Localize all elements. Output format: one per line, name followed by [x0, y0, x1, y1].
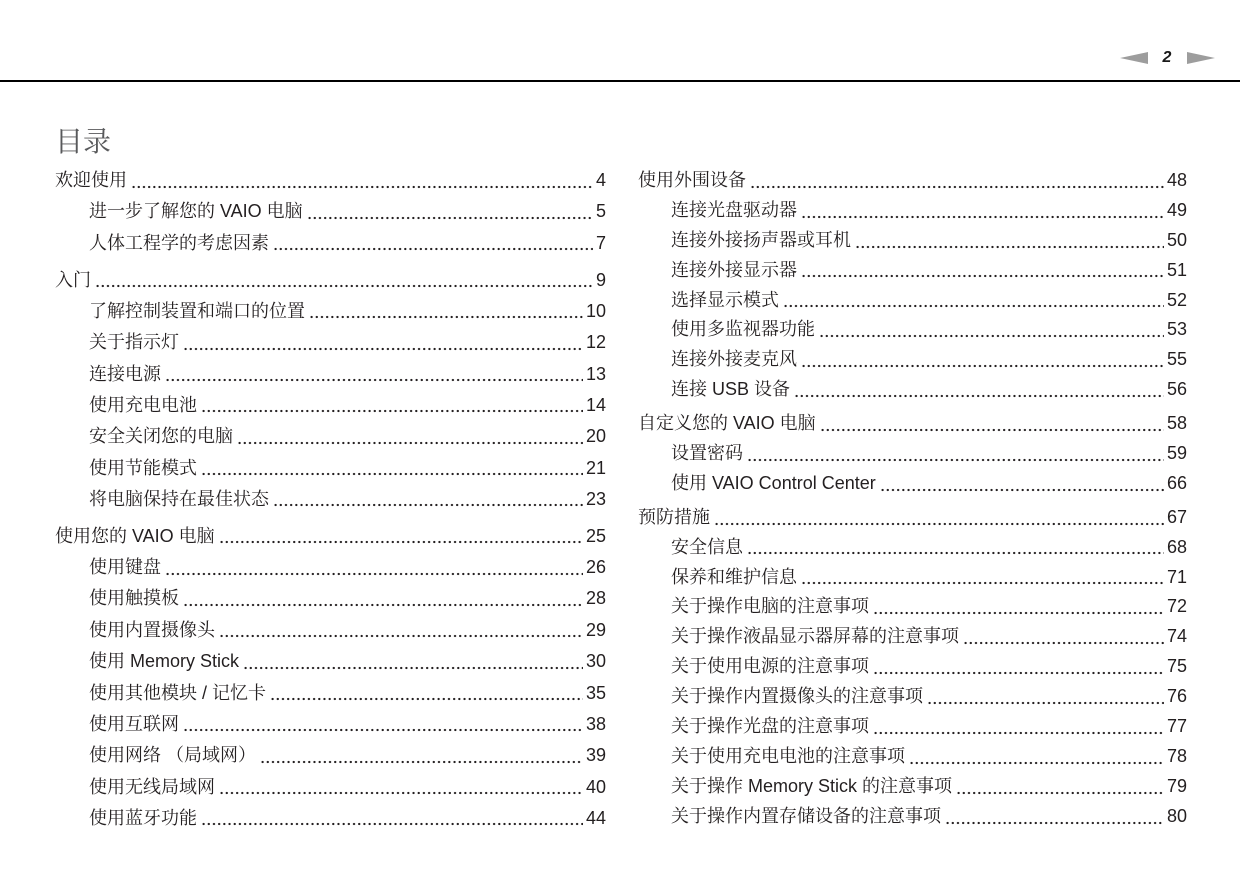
- toc-entry[interactable]: [638, 256, 1187, 286]
- toc-entry-page: 44: [585, 807, 606, 828]
- toc-section[interactable]: [638, 503, 1187, 533]
- next-page-button[interactable]: [1187, 52, 1215, 64]
- toc-entry-page: 14: [585, 394, 606, 415]
- toc-entry-title: 连接光盘驱动器: [671, 199, 797, 220]
- toc-right-column: [638, 166, 1187, 832]
- toc-entry-title: 连接外接扬声器或耳机: [671, 229, 851, 250]
- toc-entry-title: 连接外接显示器: [671, 259, 797, 280]
- dot-leader: [201, 453, 583, 484]
- toc-entry-page: 75: [1166, 656, 1187, 677]
- dot-leader: [309, 296, 583, 327]
- toc-entry[interactable]: [55, 552, 606, 583]
- toc-entry-page: 40: [585, 776, 606, 797]
- dot-leader: [270, 678, 583, 709]
- toc-entry-page: 68: [1166, 536, 1187, 557]
- toc-entry[interactable]: [55, 390, 606, 421]
- dot-leader: [747, 439, 1164, 469]
- toc-entry-page: 38: [585, 713, 606, 734]
- dot-leader: [237, 421, 583, 452]
- prev-page-button[interactable]: [1120, 52, 1148, 64]
- toc-entry-page: 48: [1166, 170, 1187, 190]
- toc-entry-title: 使用其他模块 / 记忆卡: [89, 682, 267, 703]
- toc-entry[interactable]: [55, 740, 606, 771]
- toc-entry[interactable]: [638, 712, 1187, 742]
- toc-entry-title: 保养和维护信息: [671, 566, 797, 587]
- dot-leader: [201, 390, 583, 421]
- toc-entry[interactable]: [55, 327, 606, 358]
- toc-entry[interactable]: [55, 772, 606, 803]
- dot-leader: [855, 226, 1164, 256]
- toc-entry[interactable]: [55, 421, 606, 452]
- dot-leader: [945, 802, 1164, 832]
- toc-entry-page: 10: [585, 300, 606, 321]
- toc-entry[interactable]: [55, 803, 606, 834]
- toc-entry-page: 35: [585, 682, 606, 703]
- toc-entry-title: 关于使用充电电池的注意事项: [671, 745, 905, 766]
- toc-entry-page: 55: [1166, 349, 1187, 370]
- toc-entry-page: 26: [585, 557, 606, 578]
- dot-leader: [165, 359, 583, 390]
- toc-entry[interactable]: [638, 742, 1187, 772]
- toc-entry[interactable]: [638, 375, 1187, 405]
- dot-leader: [801, 256, 1164, 286]
- toc-entry-title: 关于操作内置摄像头的注意事项: [671, 686, 923, 707]
- toc-entry[interactable]: [638, 226, 1187, 256]
- toc-entry[interactable]: [638, 592, 1187, 622]
- toc-entry[interactable]: [638, 469, 1187, 499]
- toc-entry[interactable]: [55, 359, 606, 390]
- toc-entry-page: 51: [1166, 259, 1187, 280]
- toc-entry[interactable]: [55, 678, 606, 709]
- toc-entry-title: 自定义您的 VAIO 电脑: [638, 413, 816, 434]
- toc-entry-page: 25: [585, 525, 606, 546]
- toc-entry[interactable]: [638, 533, 1187, 563]
- toc-entry-page: 30: [585, 651, 606, 672]
- dot-leader: [873, 652, 1164, 682]
- toc-entry-title: 使用内置摄像头: [89, 619, 215, 640]
- toc-entry-title: 使用网络 （局域网）: [89, 745, 257, 766]
- toc-section[interactable]: [55, 521, 606, 552]
- toc-entry[interactable]: [55, 709, 606, 740]
- toc-entry-title: 使用键盘: [89, 557, 161, 578]
- toc-entry[interactable]: [55, 583, 606, 614]
- dot-leader: [873, 592, 1164, 622]
- toc-entry[interactable]: [638, 345, 1187, 375]
- page-number: 2: [1162, 49, 1172, 66]
- toc-entry-title: 选择显示模式: [671, 289, 779, 310]
- toc-left-column: [55, 165, 606, 834]
- toc-section[interactable]: [55, 265, 606, 296]
- dot-leader: [95, 265, 593, 296]
- toc-entry-page: 80: [1166, 805, 1187, 826]
- toc-entry[interactable]: [55, 296, 606, 327]
- dot-leader: [783, 286, 1164, 316]
- toc-entry-page: 23: [585, 488, 606, 509]
- toc-entry-page: 66: [1166, 472, 1187, 493]
- dot-leader: [794, 375, 1164, 405]
- toc-entry-title: 进一步了解您的 VAIO 电脑: [89, 201, 303, 222]
- dot-leader: [801, 563, 1164, 593]
- toc-entry-title: 设置密码: [671, 443, 743, 464]
- dot-leader: [219, 615, 583, 646]
- toc-entry-title: 连接外接麦克风: [671, 349, 797, 370]
- toc-entry-page: 72: [1166, 596, 1187, 617]
- toc-section[interactable]: [638, 166, 1187, 196]
- dot-leader: [801, 345, 1164, 375]
- toc-entry-title: 关于操作电脑的注意事项: [671, 596, 869, 617]
- toc-entry-title: 使用充电电池: [89, 394, 197, 415]
- toc-entry-page: 50: [1166, 229, 1187, 250]
- toc-entry-page: 28: [585, 588, 606, 609]
- toc-entry-page: 53: [1166, 319, 1187, 340]
- toc-entry-page: 76: [1166, 686, 1187, 707]
- toc-entry-title: 安全关闭您的电脑: [89, 426, 233, 447]
- dot-leader: [927, 682, 1164, 712]
- dot-leader: [956, 772, 1164, 802]
- toc-entry-page: 77: [1166, 716, 1187, 737]
- dot-leader: [273, 228, 593, 259]
- toc-entry-page: 74: [1166, 626, 1187, 647]
- toc-section[interactable]: [638, 409, 1187, 439]
- toc-entry-page: 13: [585, 363, 606, 384]
- toc-entry-page: 79: [1166, 775, 1187, 796]
- toc-entry-title: 使用 VAIO Control Center: [671, 472, 876, 493]
- toc-entry-title: 使用触摸板: [89, 588, 179, 609]
- toc-entry-page: 29: [585, 619, 606, 640]
- toc-entry-title: 了解控制装置和端口的位置: [89, 300, 305, 321]
- dot-leader: [909, 742, 1164, 772]
- toc-entry-page: 12: [585, 332, 606, 353]
- toc-entry-page: 20: [585, 426, 606, 447]
- toc-entry-title: 使用蓝牙功能: [89, 807, 197, 828]
- toc-entry[interactable]: [638, 286, 1187, 316]
- toc-entry[interactable]: [55, 615, 606, 646]
- toc-entry-title: 使用无线局域网: [89, 776, 215, 797]
- toc-entry-title: 关于操作内置存储设备的注意事项: [671, 805, 941, 826]
- dot-leader: [273, 484, 583, 515]
- toc-entry-title: 人体工程学的考虑因素: [89, 232, 269, 253]
- dot-leader: [963, 622, 1164, 652]
- toc-entry-title: 关于使用电源的注意事项: [671, 656, 869, 677]
- toc-entry-title: 欢迎使用: [55, 170, 127, 190]
- triangle-right-icon: [1187, 52, 1215, 64]
- toc-entry[interactable]: [55, 646, 606, 677]
- toc-entry-title: 关于操作光盘的注意事项: [671, 716, 869, 737]
- dot-leader: [243, 646, 583, 677]
- toc-entry[interactable]: [55, 453, 606, 484]
- toc-entry[interactable]: [638, 622, 1187, 652]
- toc-entry-title: 安全信息: [671, 536, 743, 557]
- toc-entry-title: 使用外围设备: [638, 170, 746, 190]
- dot-leader: [183, 709, 583, 740]
- toc-entry-title: 使用互联网: [89, 713, 179, 734]
- toc-entry-page: 59: [1166, 443, 1187, 464]
- dot-leader: [801, 196, 1164, 226]
- toc-entry[interactable]: [638, 772, 1187, 802]
- toc-entry-title: 使用节能模式: [89, 457, 197, 478]
- toc-entry-page: 7: [595, 232, 606, 253]
- toc-entry-page: 78: [1166, 745, 1187, 766]
- toc-entry-title: 使用 Memory Stick: [89, 651, 240, 672]
- dot-leader: [714, 503, 1164, 533]
- toc-entry-title: 关于指示灯: [89, 332, 179, 353]
- toc-entry-title: 关于操作液晶显示器屏幕的注意事项: [671, 626, 959, 647]
- toc-entry[interactable]: [638, 802, 1187, 832]
- toc-entry-title: 关于操作 Memory Stick 的注意事项: [671, 775, 953, 796]
- dot-leader: [880, 469, 1164, 499]
- toc-entry[interactable]: [638, 315, 1187, 345]
- toc-entry-title: 将电脑保持在最佳状态: [89, 488, 269, 509]
- dot-leader: [131, 165, 593, 196]
- toc-entry-title: 入门: [55, 269, 91, 290]
- toc-entry-page: 49: [1166, 199, 1187, 220]
- toc-entry[interactable]: [55, 196, 606, 227]
- dot-leader: [219, 521, 583, 552]
- toc-entry-page: 4: [595, 170, 606, 190]
- dot-leader: [201, 803, 583, 834]
- toc-entry-page: 52: [1166, 289, 1187, 310]
- toc-entry[interactable]: [638, 196, 1187, 226]
- toc-entry[interactable]: [55, 228, 606, 259]
- dot-leader: [750, 166, 1164, 196]
- triangle-left-icon: [1120, 52, 1148, 64]
- toc-entry[interactable]: [638, 652, 1187, 682]
- toc-entry-page: 9: [595, 269, 606, 290]
- dot-leader: [165, 552, 583, 583]
- toc-entry-page: 71: [1166, 566, 1187, 587]
- page-title: 目录: [55, 126, 112, 157]
- toc-entry-title: 使用多监视器功能: [671, 319, 815, 340]
- toc-section[interactable]: [55, 165, 606, 196]
- toc-entry[interactable]: [638, 682, 1187, 712]
- toc-entry-page: 39: [585, 745, 606, 766]
- dot-leader: [819, 315, 1164, 345]
- dot-leader: [747, 533, 1164, 563]
- toc-entry-page: 56: [1166, 379, 1187, 400]
- dot-leader: [183, 583, 583, 614]
- toc-entry-title: 连接 USB 设备: [671, 379, 791, 400]
- dot-leader: [260, 740, 583, 771]
- header-rule: [0, 80, 1240, 82]
- toc-entry-page: 21: [585, 457, 606, 478]
- toc-entry-page: 5: [595, 201, 606, 222]
- toc-entry[interactable]: [638, 563, 1187, 593]
- toc-entry[interactable]: [55, 484, 606, 515]
- toc-entry-title: 使用您的 VAIO 电脑: [55, 525, 215, 546]
- dot-leader: [183, 327, 583, 358]
- toc-entry-page: 58: [1166, 413, 1187, 434]
- dot-leader: [219, 772, 583, 803]
- toc-entry-page: 67: [1166, 506, 1187, 527]
- dot-leader: [873, 712, 1164, 742]
- toc-entry-title: 预防措施: [638, 506, 710, 527]
- dot-leader: [307, 196, 593, 227]
- toc-entry-title: 连接电源: [89, 363, 161, 384]
- toc-entry[interactable]: [638, 439, 1187, 469]
- dot-leader: [820, 409, 1164, 439]
